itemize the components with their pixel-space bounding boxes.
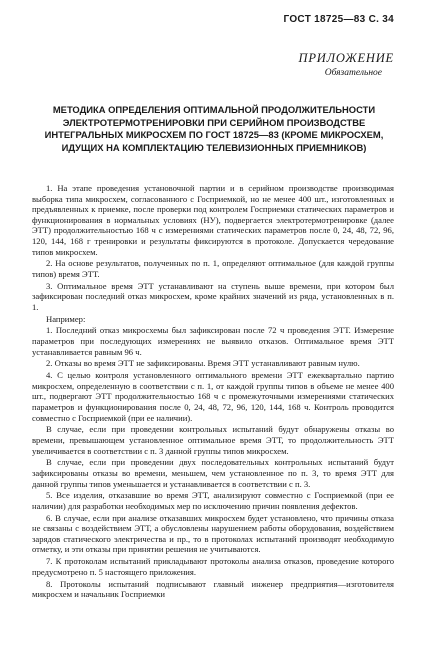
document-body (32, 183, 394, 601)
paragraph-2: 2. На основе результатов, полученных по п. 1, определяют оптимальное (для каждой группы типов) время ЭТТ. (32, 258, 394, 279)
document-title: МЕТОДИКА ОПРЕДЕЛЕНИЯ ОПТИМАЛЬНОЙ ПРОДОЛЖИТЕЛЬНОСТИ ЭЛЕКТРОТЕРМОТРЕНИРОВКИ ПРИ СЕРИЙНОМ ПРОИЗВОДСТВЕ ИНТЕГРАЛЬНЫХ МИКРОСХЕМ ПО ГОСТ 18725—83 (КРОМЕ МИКРОСХЕМ, ИДУЩИХ НА КОМПЛЕКТАЦИЮ ТЕЛЕВИЗИОННЫХ ПРИЕМНИКОВ) (44, 104, 384, 153)
paragraph-8: 8. Протоколы испытаний подписывают главный инженер предприятия—изготовителя микросхем и начальник Госприемки (32, 578, 394, 600)
paragraph-4-case-increase: В случае, если при проведении контрольных испытаний будут обнаружены отказы во времени, превышающем установленное оптимальное время ЭТТ, то продолжительность ЭТТ увеличивается в соответствии с п. 3 данной группы типов микросхем. (32, 424, 394, 456)
paragraph-4-case-decrease: В случае, если при проведении двух последовательных контрольных испытаний будут зафиксированы отказы во времени, меньшем, чем установленное по п. 3, то время ЭТТ для данной группы типов уменьшается и устанавливается в соответствии с п. 3. (32, 457, 394, 489)
paragraph-6: 6. В случае, если при анализе отказавших микросхем будет установлено, что причины отказа не связаны с воздействием ЭТТ, а обусловлены нарушением работы оборудования, воздействием зарядов статического электричества и пр., то в протоколах испытаний производят необходимую отметку, и эти отказы при принятии решения не учитываются. (32, 512, 394, 555)
paragraph-7: 7. К протоколам испытаний прикладывают протоколы анализа отказов, проведение которого предусмотрено п. 5 настоящего приложения. (32, 556, 394, 577)
appendix-label: ПРИЛОЖЕНИЕ (298, 51, 394, 65)
gost-page-header: ГОСТ 18725—83 С. 34 (283, 14, 394, 25)
paragraph-5: 5. Все изделия, отказавшие во время ЭТТ, анализируют совместно с Госприемкой (при ее наличии) для разработки необходимых мер по исключению причин появления дефектов. (32, 490, 394, 511)
example-label: Например: (46, 313, 86, 324)
appendix-status: Обязательное (324, 68, 382, 78)
paragraph-3: 3. Оптимальное время ЭТТ устанавливают на ступень выше времени, при котором был зафиксирован последний отказ микросхем, кроме крайних значений из ряда, установленных в п. 1. (32, 280, 394, 312)
paragraph-1: 1. На этапе проведения установочной партии и в серийном производстве производимая выборка типа микросхем, согласованного с Госприемкой, но не менее 400 шт., изготовленных и предъявленных к приемке, после проверки под контролем Госприемки статических параметров и функционирования в нормальных условиях (НУ), подвергается электротермотренировке (далее ЭТТ) продолжительностью 168 ч с измерениями статических параметров после 0, 24, 48, 72, 96, 120, 144, 168 г тренировки и результаты фиксируются в протоколе. Допускается чередование типов микросхем. (32, 183, 394, 257)
paragraph-4: 4. С целью контроля установленного оптимального времени ЭТТ ежеквартально партию микросхем, определенную в соответствии с п. 1, от каждой группы типов в объеме не менее 400 шт., подвергают ЭТТ продолжительностью 168 ч с промежуточными измерениями статических параметров и функционирования после 0, 24, 48, 72, 96, 120, 144, 168 ч. Контроль проводится совместно с Госприемкой (при ее наличии). (32, 370, 394, 423)
example-2: 2. Отказы во время ЭТТ не зафиксированы. Время ЭТТ устанавливают равным нулю. (46, 358, 360, 369)
example-1: 1. Последний отказ микросхемы был зафиксирован после 72 ч проведения ЭТТ. Измерение параметров при последующих измерениях не выявило отказов. Оптимальное время ЭТТ устанавливается равным 96 ч. (32, 325, 394, 357)
